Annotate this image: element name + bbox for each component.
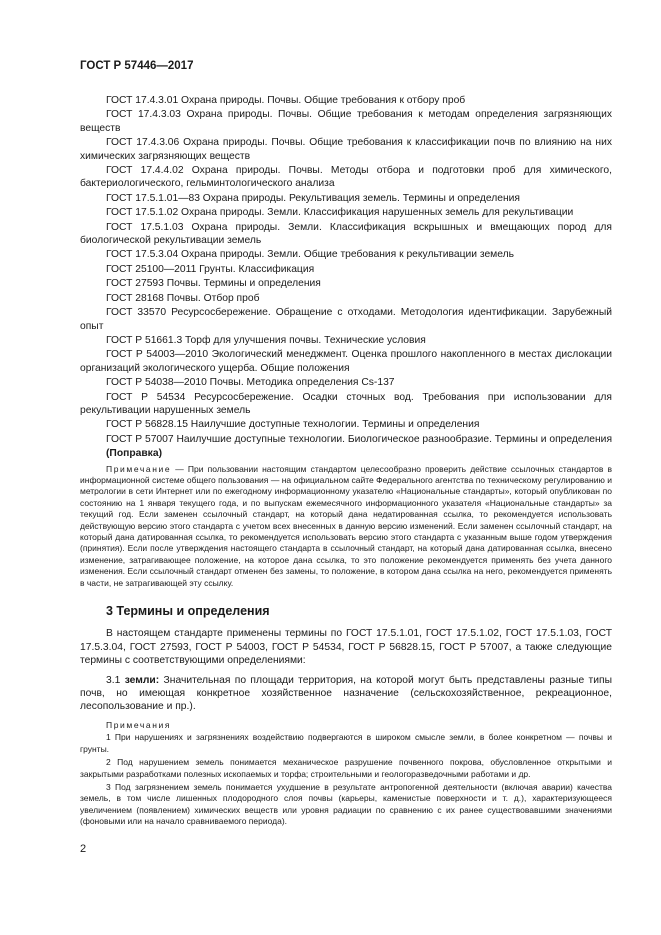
reference-item: ГОСТ 17.4.3.01 Охрана природы. Почвы. Общие требования к отбору проб	[106, 95, 466, 106]
reference-item: ГОСТ 17.5.1.03 Охрана природы. Земли. Классификация вскрышных и вмещающих пород для биологической рекультивации земель	[80, 221, 612, 247]
reference-item: ГОСТ Р 57007 Наилучшие доступные технологии. Биологическое разнообразие. Термины и определения	[106, 433, 613, 445]
references-note	[80, 464, 612, 589]
reference-item: ГОСТ 33570 Ресурсосбережение. Обращение с отходами. Методология идентификации. Зарубежный опыт	[80, 307, 612, 332]
reference-item: ГОСТ 17.5.3.04 Охрана природы. Земли. Общие требования к рекультивации земель	[106, 249, 515, 261]
term-number: 3.1	[106, 674, 125, 686]
reference-item: ГОСТ 28168 Почвы. Отбор проб	[106, 292, 260, 304]
reference-item: ГОСТ Р 54003—2010 Экологический менеджмент. Оценка прошлого накопленного в местах дислокации организаций экологического ущерба. Общие положения	[80, 349, 612, 374]
section-3-intro: В настоящем стандарте применены термины по ГОСТ 17.5.1.01, ГОСТ 17.5.1.02, ГОСТ 17.5.1.03, ГОСТ 17.5.3.04, ГОСТ 27593, ГОСТ Р 54003, ГОСТ Р 54534, ГОСТ Р 56828.15, ГОСТ Р 57007, а также следующие термины с соответствующими определениями:	[80, 628, 612, 667]
reference-item: ГОСТ 17.5.1.01—83 Охрана природы. Рекультивация земель. Термины и определения	[106, 192, 520, 204]
term-name: земли:	[124, 674, 160, 686]
reference-item: ГОСТ 17.4.3.03 Охрана природы. Почвы. Общие требования к методам определения загрязняющих веществ	[80, 109, 612, 134]
page-number: 2	[80, 843, 87, 855]
section-3-heading: 3 Термины и определения	[106, 604, 270, 619]
notes-title: Примечания	[106, 719, 172, 730]
note-item: 1 При нарушениях и загрязнениях воздействию подвергаются в широком смысле земли, в более конкретном — почвы и грунты.	[80, 732, 612, 754]
reference-item: ГОСТ Р 54534 Ресурсосбережение. Осадки сточных вод. Требования при использовании для рекультивации нарушенных земель	[80, 391, 612, 416]
term-definition: Значительная по площади территория, на которой могут быть представлены разные типы почв, но имеющая конкретное хозяйственное назначение (сельскохозяйственное, рекреационное, лесопользование и пр.).	[80, 674, 612, 713]
note-item: 2 Под нарушением земель понимается механическое разрушение почвенного покрова, обусловленное открытыми и закрытыми разработками полезных ископаемых и торфа; строительными и геологоразведочными работами и др.	[80, 757, 612, 779]
note-label: Примечание	[106, 463, 172, 474]
reference-item: ГОСТ 17.4.4.02 Охрана природы. Почвы. Методы отбора и подготовки проб для химического, бактериологического, гельминтологического анализа	[80, 165, 612, 190]
document-body	[80, 94, 612, 830]
reference-item: ГОСТ Р 54038—2010 Почвы. Методика определения Cs-137	[106, 377, 395, 389]
document-code-header: ГОСТ Р 57446—2017	[80, 60, 194, 72]
note-item: 3 Под загрязнением земель понимается ухудшение в результате антропогенной деятельности (включая аварии) качества земель, в том числе лишенных плодородного слоя почвы (карьеры, каменистые поверхности и т. д.), характеризующееся увеличением (появлением) химических веществ или уровня радиации по сравнению с их ранее существовавшими значениями (фоновыми или на начало сравниваемого периода).	[80, 781, 612, 827]
reference-item: ГОСТ 17.4.3.06 Охрана природы. Почвы. Общие требования к классификации почв по влиянию на них химических загрязняющих веществ	[80, 137, 612, 162]
reference-item: ГОСТ Р 51661.3 Торф для улучшения почвы. Технические условия	[106, 334, 426, 346]
note-text: — При пользовании настоящим стандартом целесообразно проверить действие ссылочных стандартов в информационной системе общего пользования — на официальном сайте Федерального агентства по техническому регулированию и метрологии в сети Интернет или по ежегодному информационному указателю «Национальные стандарты», который опубликован по состоянию на 1 января текущего года, и по выпускам ежемесячного информационного указателя «Национальные стандарты» за текущий год. Если заменен ссылочный стандарт, на который дана недатированная ссылка, то рекомендуется использовать действующую версию этого стандарта с учетом всех внесенных в данную версию изменений. Если заменен ссылочный стандарт, на который дана датированная ссылка, то рекомендуется использовать версию этого стандарта с указанным выше годом утверждения (принятия). Если после утверждения настоящего стандарта в ссылочный стандарт, на который дана датированная ссылка, внесено изменение, затрагивающее положение, на которое дана ссылка, то это положение рекомендуется применять без учета данного изменения. Если ссылочный стандарт отменен без замены, то положение, в котором дана ссылка на него, рекомендуется применять в части, не затрагивающей эту ссылку.	[80, 463, 612, 588]
normative-references-list	[80, 94, 612, 461]
reference-item: ГОСТ Р 56828.15 Наилучшие доступные технологии. Термины и определения	[106, 419, 480, 431]
term-3-1	[80, 674, 612, 714]
reference-item: ГОСТ 25100—2011 Грунты. Классификация	[106, 263, 315, 275]
term-notes	[80, 720, 612, 828]
reference-item: ГОСТ 27593 Почвы. Термины и определения	[106, 278, 321, 290]
reference-item: ГОСТ 17.5.1.02 Охрана природы. Земли. Классификация нарушенных земель для рекультивации	[106, 207, 574, 219]
amendment-label: (Поправка)	[106, 448, 162, 460]
